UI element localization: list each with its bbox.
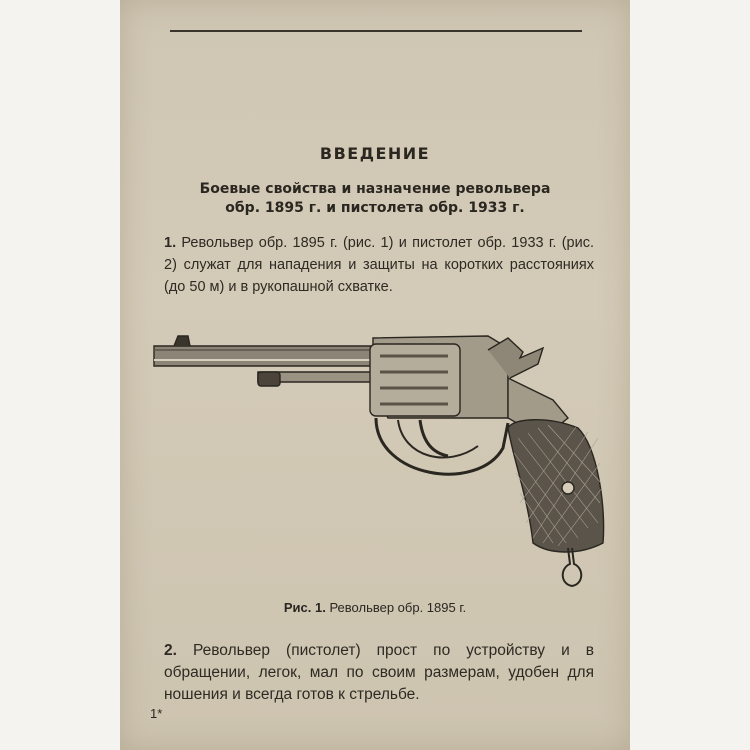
book-page [120, 0, 630, 750]
paragraph-1-number: 1. [164, 235, 177, 251]
figure-caption [120, 600, 630, 615]
header-rule [170, 30, 582, 32]
paragraph-2-number: 2. [164, 642, 177, 659]
figure-caption-label: Рис. 1. [283, 600, 326, 615]
section-heading: ВВЕДЕНИЕ [319, 144, 431, 163]
paragraph-2 [164, 640, 594, 706]
revolver-illustration-icon [148, 328, 618, 590]
figure-caption-text: Револьвер обр. 1895 г. [325, 600, 467, 615]
section-subheading [120, 180, 630, 218]
paragraph-2-text: Револьвер (пистолет) прост по устройству и в обращении, легок, мал по своим размерам, удобен для ношения и всегда готов к стрельбе. [164, 642, 594, 703]
subheading-line-1: Боевые свойства и назначение револьвера [199, 181, 551, 197]
signature-mark: 1* [150, 706, 163, 721]
paragraph-1-text: Револьвер обр. 1895 г. (рис. 1) и пистолет обр. 1933 г. (рис. 2) служат для нападения и защиты на коротких расстояниях (до 50 м) и в рукопашной схватке. [164, 235, 594, 295]
paragraph-1 [164, 232, 594, 298]
subheading-line-2: обр. 1895 г. и пистолета обр. 1933 г. [225, 200, 525, 216]
